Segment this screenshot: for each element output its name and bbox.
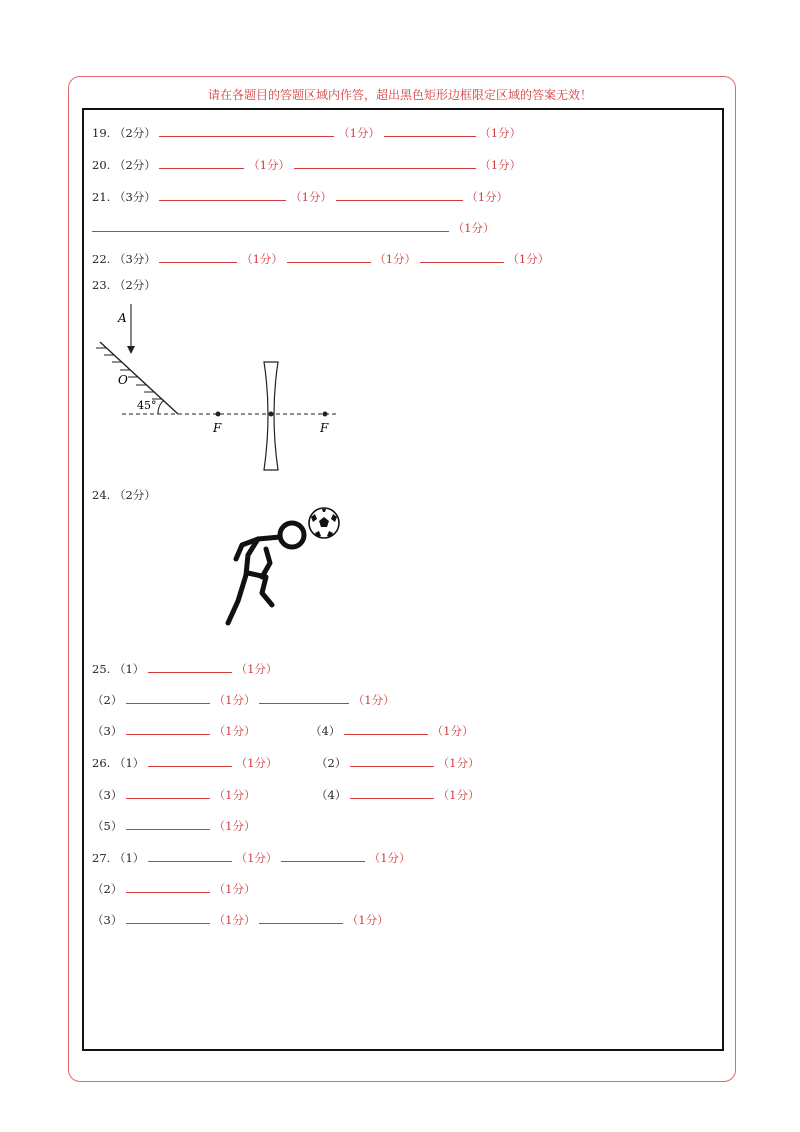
q26-row-3: [92, 786, 255, 803]
q26-part3-mark: （1分）: [213, 788, 256, 802]
q26-part5-label: （5）: [92, 819, 123, 833]
q27-part3-blank-1[interactable]: [126, 911, 210, 924]
q25-part4-blank[interactable]: [344, 722, 428, 735]
q25-part1-label: （1）: [113, 662, 145, 676]
q25-part2-mark-2: （1分）: [352, 693, 395, 707]
player-arm-right: [262, 549, 270, 577]
q23-number: 23.: [92, 278, 111, 292]
q26-number: 26.: [92, 756, 111, 770]
q21-mark-3: （1分）: [452, 221, 495, 235]
q26-part1-mark: （1分）: [235, 756, 278, 770]
q25-part3-mark: （1分）: [213, 724, 256, 738]
q21-answer-blank-3[interactable]: [92, 219, 449, 232]
q27-part2-blank[interactable]: [126, 880, 210, 893]
q20-row: [92, 156, 521, 173]
q25-part1-mark: （1分）: [235, 662, 278, 676]
q22-mark-1: （1分）: [241, 252, 283, 266]
label-F-right: F: [320, 421, 329, 435]
q22-mark-2: （1分）: [374, 252, 417, 266]
notice-text: 请在各题目的答题区域内作答，超出黑色矩形边框限定区域的答案无效！: [207, 88, 592, 102]
q24-points: （2分）: [113, 488, 156, 502]
q20-answer-blank-2[interactable]: [294, 156, 476, 169]
q20-answer-blank-1[interactable]: [159, 156, 244, 169]
q27-part3-label: （3）: [92, 913, 123, 927]
q26-part4-mark: （1分）: [437, 788, 480, 802]
q26-part2-label: （2）: [316, 756, 347, 770]
q26-row-2: [316, 754, 479, 771]
q25-part1-blank[interactable]: [148, 660, 232, 673]
q27-part2-mark: （1分）: [213, 882, 256, 896]
q25-part3-blank[interactable]: [126, 722, 210, 735]
q26-row-1: [92, 754, 277, 771]
q26-part4-label: （4）: [316, 788, 347, 802]
q25-number: 25.: [92, 662, 111, 676]
q26-part3-label: （3）: [92, 788, 123, 802]
q21-points: （3分）: [113, 190, 156, 204]
player-leg: [248, 573, 272, 605]
q24-row: [92, 487, 156, 503]
q19-mark-1: （1分）: [338, 126, 380, 140]
q26-part2-mark: （1分）: [437, 756, 480, 770]
q27-part3-mark-2: （1分）: [346, 913, 389, 927]
soccer-player-figure: [218, 505, 348, 633]
q23-row: [92, 277, 156, 293]
q20-number: 20.: [92, 158, 111, 172]
angle-arc: [158, 400, 164, 414]
q25-part2-blank-2[interactable]: [259, 691, 349, 704]
angle-label: 45°: [137, 399, 157, 412]
q27-part3-mark-1: （1分）: [213, 913, 256, 927]
q22-number: 22.: [92, 252, 111, 266]
q25-part3-label: （3）: [92, 724, 123, 738]
q19-answer-blank-2[interactable]: [384, 124, 476, 137]
q20-mark-2: （1分）: [479, 158, 522, 172]
q22-points: （3分）: [113, 252, 156, 266]
q25-row-3: [92, 722, 255, 739]
label-F-left: F: [213, 421, 222, 435]
q22-answer-blank-2[interactable]: [287, 250, 371, 263]
q20-points: （2分）: [113, 158, 156, 172]
q27-part1-mark-1: （1分）: [235, 851, 278, 865]
q22-mark-3: （1分）: [507, 252, 550, 266]
q19-points: （2分）: [113, 126, 156, 140]
soccer-ball-icon: [309, 508, 339, 538]
q22-row: [92, 250, 549, 267]
q26-row-4: [316, 786, 479, 803]
q26-part1-label: （1）: [113, 756, 145, 770]
focal-point-right: [323, 412, 328, 417]
focal-point-left: [216, 412, 221, 417]
q27-part2-label: （2）: [92, 882, 123, 896]
q25-row-2: [92, 691, 395, 708]
q26-part1-blank[interactable]: [148, 754, 232, 767]
q21-row: [92, 188, 508, 205]
q27-row-3: [92, 911, 389, 928]
q21-answer-blank-1[interactable]: [159, 188, 286, 201]
label-O: O: [118, 373, 128, 387]
q26-part4-blank[interactable]: [350, 786, 434, 799]
q25-row-4: [310, 722, 473, 739]
q20-mark-1: （1分）: [248, 158, 290, 172]
q26-part5-blank[interactable]: [126, 817, 210, 830]
q23-points: （2分）: [113, 278, 156, 292]
q25-part2-mark-1: （1分）: [213, 693, 256, 707]
q27-row-1: [92, 849, 411, 866]
q21-mark-1: （1分）: [290, 190, 332, 204]
q27-part1-label: （1）: [113, 851, 145, 865]
q21-answer-blank-2[interactable]: [336, 188, 463, 201]
q26-part5-mark: （1分）: [213, 819, 256, 833]
q27-number: 27.: [92, 851, 111, 865]
mirror-hatching: [96, 348, 162, 399]
q19-row: [92, 124, 521, 141]
q27-row-2: [92, 880, 255, 897]
player-body: [228, 537, 280, 623]
q27-part1-blank-2[interactable]: [281, 849, 365, 862]
q21-mark-2: （1分）: [466, 190, 509, 204]
q25-part2-label: （2）: [92, 693, 123, 707]
q21-number: 21.: [92, 190, 111, 204]
q19-mark-2: （1分）: [479, 126, 522, 140]
label-A: A: [118, 311, 127, 325]
q24-number: 24.: [92, 488, 111, 502]
q26-part2-blank[interactable]: [350, 754, 434, 767]
q21-row-2: [92, 219, 494, 236]
player-head: [280, 523, 304, 547]
mirror-lens-diagram: [92, 300, 352, 480]
q26-row-5: [92, 817, 255, 834]
q25-part4-label: （4）: [310, 724, 341, 738]
q22-answer-blank-3[interactable]: [420, 250, 504, 263]
q27-part1-blank-1[interactable]: [148, 849, 232, 862]
q27-part3-blank-2[interactable]: [259, 911, 343, 924]
q19-answer-blank-1[interactable]: [159, 124, 334, 137]
ray-arrowhead: [127, 346, 135, 354]
optical-center: [269, 412, 274, 417]
q25-part4-mark: （1分）: [431, 724, 474, 738]
q25-row-1: [92, 660, 277, 677]
q25-part2-blank-1[interactable]: [126, 691, 210, 704]
q22-answer-blank-1[interactable]: [159, 250, 237, 263]
q19-number: 19.: [92, 126, 111, 140]
q26-part3-blank[interactable]: [126, 786, 210, 799]
q27-part1-mark-2: （1分）: [368, 851, 411, 865]
